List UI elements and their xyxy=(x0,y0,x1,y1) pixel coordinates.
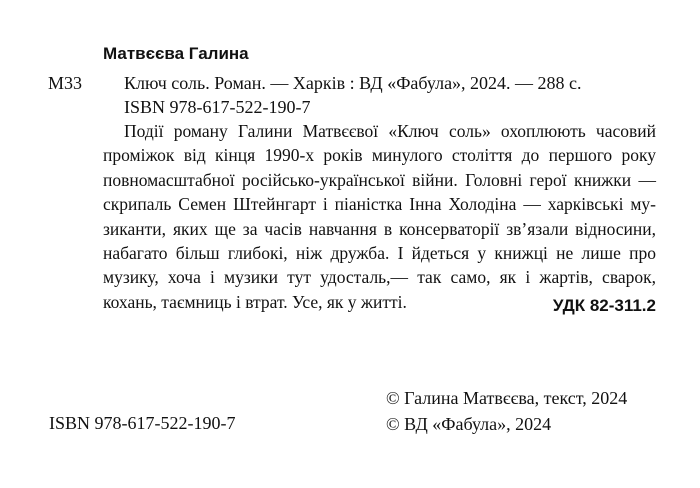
annotation-line: Події роману Галини Матвєєвої «Ключ соль» охоплюють часовий xyxy=(124,121,656,141)
annotation xyxy=(103,119,656,314)
annotation-line: повномасштабної російсько-української війни. Головні герої книжки — xyxy=(103,169,656,190)
author-name: Матвєєва Галина xyxy=(103,44,249,63)
isbn-bottom: ISBN 978-617-522-190-7 xyxy=(49,413,236,433)
bibliographic-description: Ключ соль. Роман. — Харків : ВД «Фабула», 2024. — 288 с. xyxy=(124,73,582,93)
annotation-line: набагато більш глибокі, ніж дружба. І йдеться у книжці не лише про xyxy=(103,243,656,264)
copyright-publisher: © ВД «Фабула», 2024 xyxy=(386,414,552,434)
annotation-line: проміжок від кінця 1990-х років минулого століття до першого року xyxy=(103,145,656,166)
copyright-text: © Галина Матвєєва, текст, 2024 xyxy=(386,388,628,408)
annotation-line: музику, хоча і музики тут удосталь,— так само, як і жартів, сварок, xyxy=(103,267,656,288)
annotation-line: кохань, таємниць і втрат. Усе, як у житті. xyxy=(103,291,407,312)
catalog-code: М33 xyxy=(48,73,83,93)
udk-code: УДК 82-311.2 xyxy=(552,296,656,315)
copyright-block xyxy=(386,385,627,437)
annotation-line: зиканти, яких ще за часів навчання в консерваторії зв’язали відносини, xyxy=(103,218,656,239)
annotation-line: скрипаль Семен Штейнгарт і піаністка Інна Холодіна — харківські му- xyxy=(103,194,656,215)
isbn-top: ISBN 978-617-522-190-7 xyxy=(124,97,311,117)
